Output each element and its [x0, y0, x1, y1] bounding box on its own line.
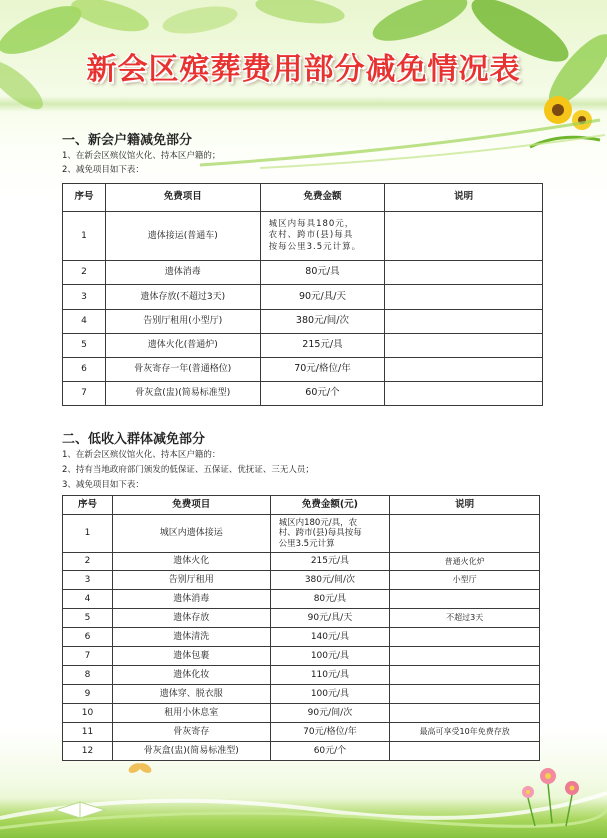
leaf-icon	[68, 0, 152, 38]
row-item: 遗体化妆	[112, 666, 270, 685]
row-item: 遗体包裹	[112, 647, 270, 666]
butterfly-icon	[127, 761, 153, 775]
section2-note: 2、持有当地政府部门颁发的低保证、五保证、优抚证、三无人员；	[62, 465, 314, 475]
row-amount: 110元/具	[270, 666, 390, 685]
row-note: 不超过3天	[390, 609, 540, 628]
row-no: 5	[63, 334, 106, 358]
row-note	[385, 212, 543, 261]
row-amount: 70元/格位/年	[270, 723, 390, 742]
row-no: 12	[63, 742, 113, 761]
row-no: 5	[63, 609, 113, 628]
row-amount: 215元/具	[260, 334, 385, 358]
table-row	[63, 285, 543, 310]
section1-table	[62, 183, 543, 406]
section2-heading: 二、低收入群体减免部分	[62, 432, 206, 447]
row-item: 租用小休息室	[112, 704, 270, 723]
amount-line: 城区内180元/具，农	[278, 518, 358, 529]
section1-note: 1、在新会区殡仪馆火化、持本区户籍的；	[62, 151, 221, 161]
row-item: 骨灰盒(盅)(简易标准型)	[112, 742, 270, 761]
row-item: 遗体消毒	[105, 261, 260, 285]
table-row	[63, 609, 540, 628]
row-item: 遗体存放(不超过3天)	[105, 285, 260, 310]
row-amount: 80元/具	[260, 261, 385, 285]
header-no: 序号	[63, 496, 113, 515]
row-amount: 60元/个	[260, 382, 385, 406]
amount-line: 公里3.5元计算	[278, 538, 335, 549]
row-no: 3	[63, 285, 106, 310]
row-amount	[260, 212, 385, 261]
row-no: 3	[63, 571, 113, 590]
table-row	[63, 334, 543, 358]
row-no: 6	[63, 358, 106, 382]
section2-table	[62, 495, 540, 761]
row-note	[390, 704, 540, 723]
row-amount: 100元/具	[270, 685, 390, 704]
row-note	[390, 515, 540, 553]
header-no: 序号	[63, 184, 106, 212]
table-row	[63, 212, 543, 261]
bottom-decoration	[0, 748, 607, 838]
row-item: 骨灰盒(盅)(简易标准型)	[105, 382, 260, 406]
row-note: 最高可享受10年免费存放	[390, 723, 540, 742]
row-no: 7	[63, 382, 106, 406]
row-no: 4	[63, 310, 106, 334]
table-row	[63, 590, 540, 609]
header-amount: 免费金额	[260, 184, 385, 212]
row-note	[390, 685, 540, 704]
row-amount	[270, 515, 390, 553]
row-amount: 140元/具	[270, 628, 390, 647]
row-note	[390, 628, 540, 647]
row-item: 遗体接运(普通车)	[105, 212, 260, 261]
row-item: 遗体火化	[112, 553, 270, 571]
row-note	[385, 261, 543, 285]
flower-icon	[522, 768, 579, 826]
row-amount: 380元/间/次	[260, 310, 385, 334]
table-row	[63, 647, 540, 666]
row-note	[385, 382, 543, 406]
row-amount: 80元/具	[270, 590, 390, 609]
table-row	[63, 685, 540, 704]
leaf-icon	[254, 0, 346, 28]
table-row	[63, 515, 540, 553]
header-note: 说明	[390, 496, 540, 515]
amount-line: 村、跨市(县)每具按每	[278, 528, 362, 539]
row-item: 遗体穿、脱衣服	[112, 685, 270, 704]
amount-line: 按每公里3.5元计算。	[268, 241, 362, 252]
row-no: 4	[63, 590, 113, 609]
section2-note: 3、减免项目如下表：	[62, 480, 144, 490]
row-item: 城区内遗体接运	[112, 515, 270, 553]
row-no: 10	[63, 704, 113, 723]
header-amount: 免费金额(元)	[270, 496, 390, 515]
row-no: 6	[63, 628, 113, 647]
row-note: 小型厅	[390, 571, 540, 590]
row-item: 骨灰寄存一年(普通格位)	[105, 358, 260, 382]
table-header-row	[63, 496, 540, 515]
table-row	[63, 261, 543, 285]
table-row	[63, 723, 540, 742]
row-note: 普通火化炉	[390, 553, 540, 571]
row-no: 2	[63, 553, 113, 571]
row-no: 1	[63, 212, 106, 261]
table-row	[63, 310, 543, 334]
table-header-row	[63, 184, 543, 212]
row-no: 8	[63, 666, 113, 685]
header-note: 说明	[385, 184, 543, 212]
header-item: 免费项目	[105, 184, 260, 212]
row-note	[385, 285, 543, 310]
section2-note: 1、在新会区殡仪馆火化、持本区户籍的：	[62, 450, 221, 460]
table-row	[63, 571, 540, 590]
row-note	[385, 310, 543, 334]
row-item: 遗体存放	[112, 609, 270, 628]
table-row	[63, 382, 543, 406]
table-row	[63, 358, 543, 382]
leaf-icon	[368, 0, 473, 50]
header-item: 免费项目	[112, 496, 270, 515]
row-item: 告别厅租用	[112, 571, 270, 590]
row-note	[390, 666, 540, 685]
row-amount: 90元/具/天	[260, 285, 385, 310]
row-amount: 90元/间/次	[270, 704, 390, 723]
row-item: 骨灰寄存	[112, 723, 270, 742]
row-item: 遗体消毒	[112, 590, 270, 609]
row-note	[390, 590, 540, 609]
table-row	[63, 553, 540, 571]
table-row	[63, 666, 540, 685]
page-title: 新会区殡葬费用部分减免情况表	[86, 52, 521, 87]
row-note	[385, 358, 543, 382]
row-note	[385, 334, 543, 358]
row-amount: 90元/具/天	[270, 609, 390, 628]
section1-heading: 一、新会户籍减免部分	[62, 133, 193, 148]
table-row	[63, 628, 540, 647]
row-no: 1	[63, 515, 113, 553]
row-amount: 60元/个	[270, 742, 390, 761]
row-amount: 380元/间/次	[270, 571, 390, 590]
row-item: 告别厅租用(小型厅)	[105, 310, 260, 334]
row-no: 11	[63, 723, 113, 742]
row-amount: 215元/具	[270, 553, 390, 571]
row-amount: 100元/具	[270, 647, 390, 666]
row-no: 7	[63, 647, 113, 666]
leaf-icon	[160, 2, 239, 39]
row-no: 9	[63, 685, 113, 704]
table-row	[63, 704, 540, 723]
amount-line: 农村、跨市(县)每具	[268, 230, 354, 241]
row-item: 遗体火化(普通炉)	[105, 334, 260, 358]
row-no: 2	[63, 261, 106, 285]
row-note	[390, 647, 540, 666]
row-amount: 70元/格位/年	[260, 358, 385, 382]
section1-note: 2、减免项目如下表：	[62, 165, 144, 175]
row-item: 遗体清洗	[112, 628, 270, 647]
amount-line: 城区内每具180元，	[268, 218, 355, 229]
